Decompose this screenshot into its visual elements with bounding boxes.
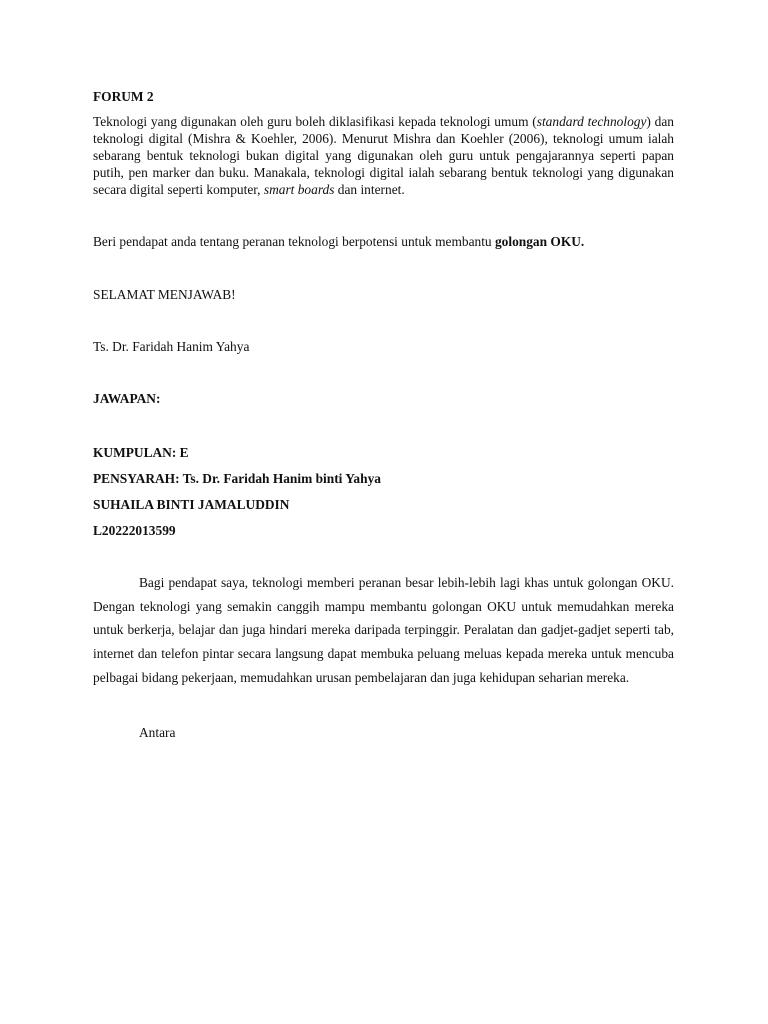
answer-heading: JAWAPAN: xyxy=(93,391,161,406)
question-bold: golongan OKU. xyxy=(494,234,585,249)
student-id: L20222013599 xyxy=(93,523,176,538)
student-name: SUHAILA BINTI JAMALUDDIN xyxy=(93,497,290,512)
group-label: KUMPULAN: E xyxy=(93,445,189,460)
intro-italic-1: standard technology xyxy=(536,114,647,129)
intro-italic-2: smart boards xyxy=(263,182,335,197)
lecturer-label: PENSYARAH: Ts. Dr. Faridah Hanim binti Yahya xyxy=(93,471,381,486)
answer-next-paragraph: Antara xyxy=(139,725,176,740)
question-line xyxy=(93,233,674,250)
forum-author: Ts. Dr. Faridah Hanim Yahya xyxy=(93,339,250,354)
intro-text-2: ) dan teknologi digital (Mishra & Koehler, 2006). Menurut Mishra dan Koehler (2006), teknologi umum ialah sebarang bentuk teknologi bukan digital yang digunakan oleh guru untuk pengajarannya seperti papan putih, pen marker dan buku. Manakala, teknologi digital ialah sebarang bentuk teknologi yang digunakan secara digital seperti komputer, xyxy=(93,114,674,197)
forum-title: FORUM 2 xyxy=(93,89,154,104)
greeting: SELAMAT MENJAWAB! xyxy=(93,287,236,302)
intro-text-1: Teknologi yang digunakan oleh guru boleh diklasifikasi kepada teknologi umum ( xyxy=(93,114,537,129)
question-text: Beri pendapat anda tentang peranan teknologi berpotensi untuk membantu xyxy=(93,234,495,249)
answer-paragraph: Bagi pendapat saya, teknologi memberi peranan besar lebih-lebih lagi khas untuk golongan OKU. Dengan teknologi yang semakin canggih mampu membantu golongan OKU untuk memudahkan mereka untuk berkerja, belajar dan juga hindari mereka daripada terpinggir. Peralatan dan gadjet-gadjet seperti tab, internet dan telefon pintar secara langsung dapat membuka peluang meluas kepada mereka untuk mencuba pelbagai bidang pekerjaan, memudahkan urusan pembelajaran dan juga kehidupan seharian mereka. xyxy=(93,575,674,685)
intro-text-3: dan internet. xyxy=(334,182,405,197)
intro-paragraph xyxy=(93,113,674,198)
